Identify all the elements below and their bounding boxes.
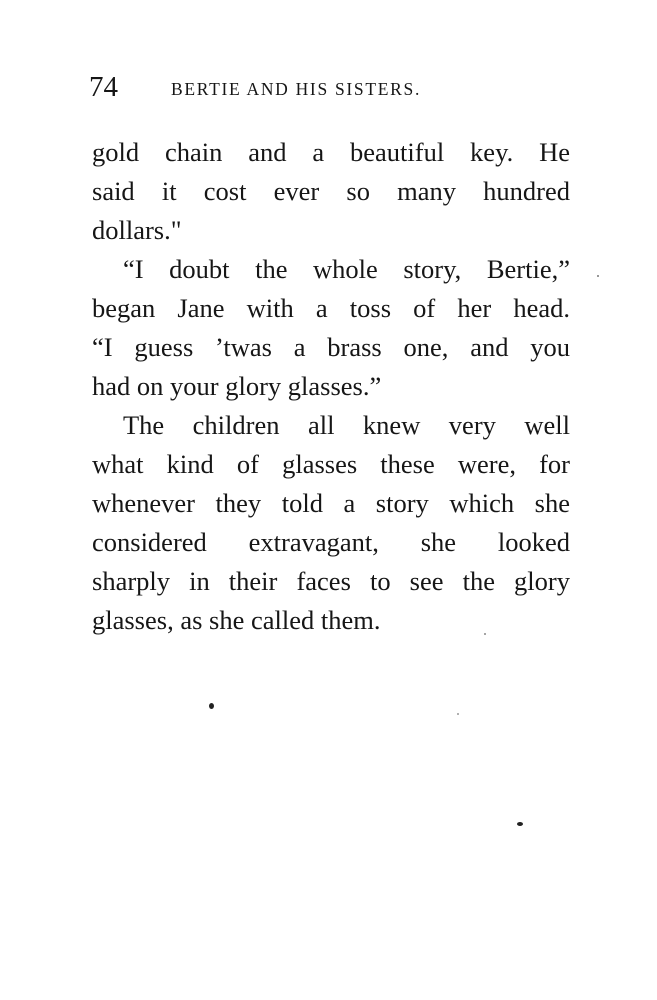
text-line: glasses, as she called them. — [92, 605, 381, 635]
text-line: considered extravagant, she looked — [92, 527, 570, 557]
ink-speck — [457, 713, 459, 715]
text-line: dollars." — [92, 215, 182, 245]
text-line: “I guess ’twas a brass one, and you — [92, 332, 570, 362]
text-line: began Jane with a toss of her head. — [92, 293, 570, 323]
text-line: whenever they told a story which she — [92, 488, 570, 518]
text-line: gold chain and a beautiful key. He — [92, 137, 570, 167]
text-line: what kind of glasses these were, for — [92, 449, 570, 479]
body-text — [92, 133, 570, 640]
running-title: BERTIE AND HIS SISTERS. — [171, 79, 422, 99]
ink-speck — [209, 703, 214, 709]
ink-speck — [517, 822, 523, 826]
text-line: had on your glory glasses.” — [92, 371, 382, 401]
ink-speck — [597, 275, 599, 277]
text-line: The children all knew very well — [123, 410, 570, 440]
page-number: 74 — [89, 71, 118, 103]
ink-speck — [484, 633, 486, 635]
text-line: “I doubt the whole story, Bertie,” — [123, 254, 570, 284]
text-line: said it cost ever so many hundred — [92, 176, 570, 206]
text-line: sharply in their faces to see the glory — [92, 566, 570, 596]
page-header — [89, 70, 509, 106]
